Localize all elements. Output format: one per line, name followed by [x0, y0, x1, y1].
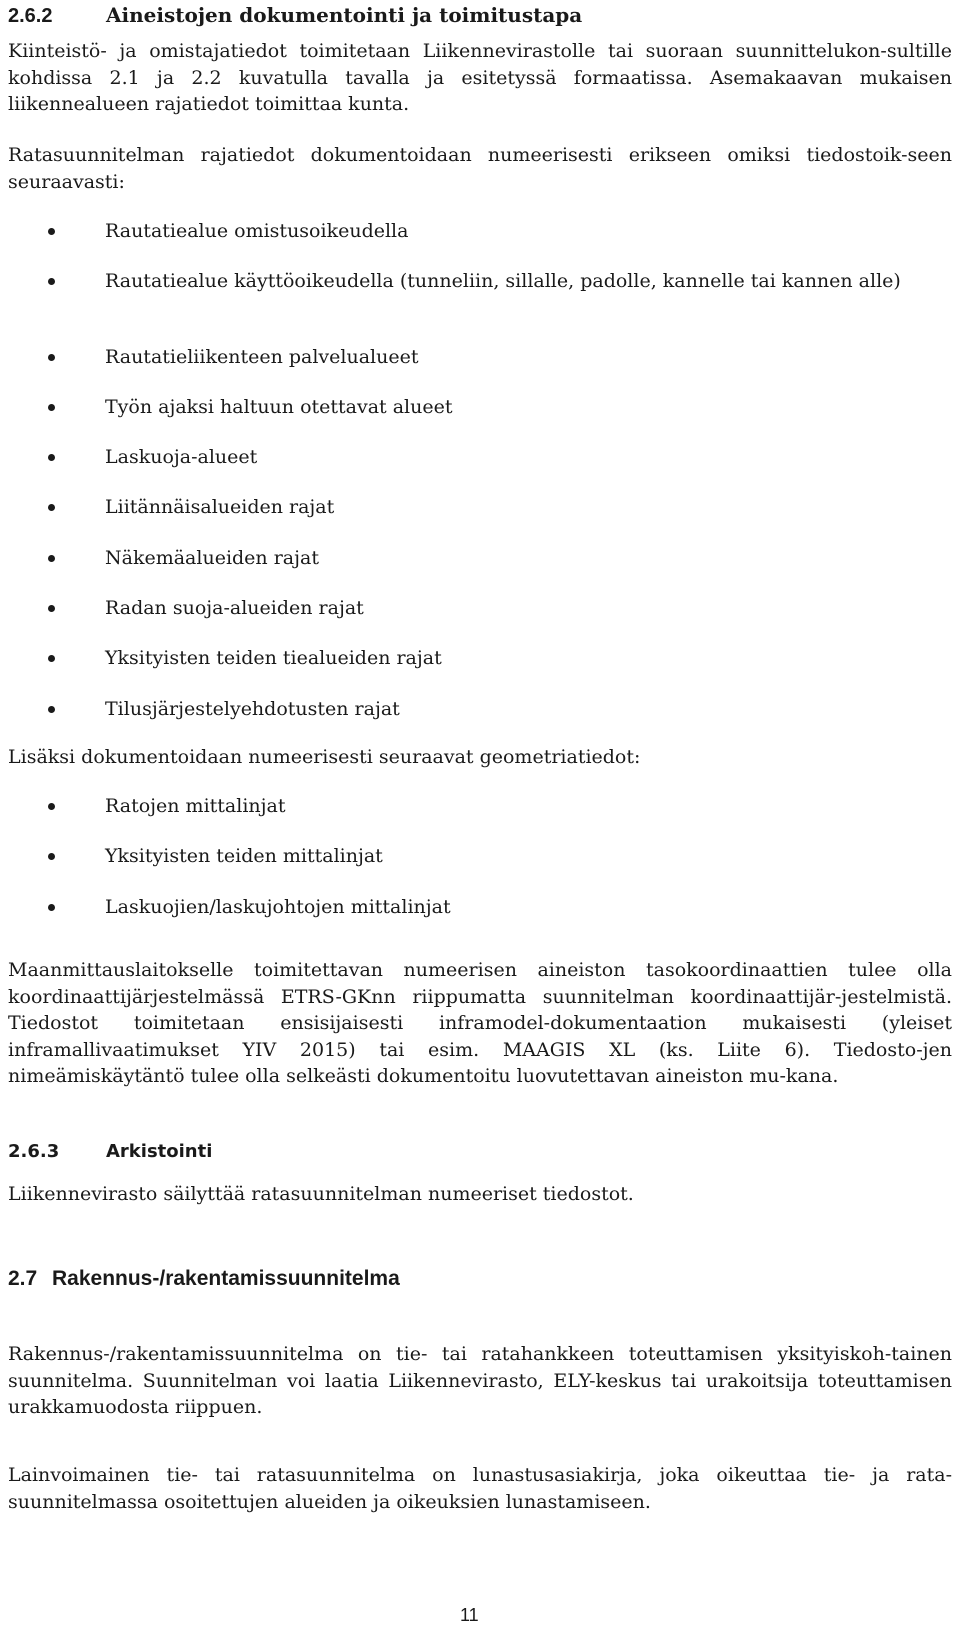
bullet-icon: [48, 454, 55, 461]
list-item: Yksityisten teiden tiealueiden rajat: [8, 645, 952, 671]
section-title: Aineistojen dokumentointi ja toimitustapa: [106, 3, 583, 27]
list-item: Rautatieliikenteen palvelualueet: [8, 344, 952, 370]
bullet-icon: [48, 904, 55, 911]
section-number: 2.7: [8, 1267, 38, 1290]
paragraph-geometry-intro: Lisäksi dokumentoidaan numeerisesti seuraavat geometriatiedot:: [8, 746, 641, 768]
section-heading-2-7: [8, 1266, 400, 1292]
list-item: Yksityisten teiden mittalinjat: [8, 843, 952, 869]
list-item: Ratojen mittalinjat: [8, 793, 952, 819]
list-item: Liitännäisalueiden rajat: [8, 494, 952, 520]
bullet-icon: [48, 354, 55, 361]
section-heading-2-6-3: [8, 1140, 212, 1164]
bullet-icon: [48, 504, 55, 511]
page-number: 11: [460, 1605, 479, 1625]
bullet-icon: [48, 555, 55, 562]
list-item: Rautatiealue käyttöoikeudella (tunneliin, sillalle, padolle, kannelle tai kannen alle): [8, 268, 952, 294]
bullet-icon: [48, 803, 55, 810]
bullet-icon: [48, 655, 55, 662]
bullet-icon: [48, 853, 55, 860]
paragraph-mml: Maanmittauslaitokselle toimitettavan numeerisen aineiston tasokoordinaattien tulee olla koordinaattijärjestelmässä ETRS-GKnn riippumatta suunnitelman koordinaattijär-jestelmistä. Tiedostot toimitetaan ensisijaisesti inframodel-dokumentaation mukaisesti (yleiset inframallivaatimukset YIV 2015) tai esim. MAAGIS XL (ks. Liite 6). Tiedosto-jen nimeämiskäytäntö tulee olla selkeästi dokumentoitu luovutettavan aineiston mu-kana.: [8, 959, 952, 1087]
bullet-icon: [48, 404, 55, 411]
section-heading-2-6-2: [8, 3, 582, 28]
section-title: Arkistointi: [106, 1141, 213, 1162]
list-item: Radan suoja-alueiden rajat: [8, 595, 952, 621]
bullet-icon: [48, 228, 55, 235]
list-item: Rautatiealue omistusoikeudella: [8, 218, 952, 244]
list-item: Näkemäalueiden rajat: [8, 545, 952, 571]
list-item: Työn ajaksi haltuun otettavat alueet: [8, 394, 952, 420]
paragraph-delivery: Kiinteistö- ja omistajatiedot toimitetaan Liikennevirastolle tai suoraan suunnittelukon-sultille kohdissa 2.1 ja 2.2 kuvatulla tavalla ja esitetyssä formaatissa. Asemakaavan mukaisen liikennealueen rajatiedot toimittaa kunta.: [8, 40, 952, 115]
section-number: 2.6.2: [8, 5, 53, 27]
section-number: 2.6.3: [8, 1141, 60, 1162]
paragraph-construction-2: Lainvoimainen tie- tai ratasuunnitelma on lunastusasiakirja, joka oikeuttaa tie- ja rata-suunnitelmassa osoitettujen alueiden ja oikeuksien lunastamiseen.: [8, 1464, 952, 1513]
list-item: Laskuoja-alueet: [8, 444, 952, 470]
section-title: Rakennus-/rakentamissuunnitelma: [52, 1267, 400, 1290]
bullet-icon: [48, 605, 55, 612]
paragraph-construction-1: Rakennus-/rakentamissuunnitelma on tie- tai ratahankkeen toteuttamisen yksityiskoh-tainen suunnitelma. Suunnitelman voi laatia Liikennevirasto, ELY-keskus tai urakoitsija toteuttamisen urakkamuodosta riippuen.: [8, 1343, 952, 1418]
paragraph-boundaries-intro: Ratasuunnitelman rajatiedot dokumentoidaan numeerisesti erikseen omiksi tiedostoik-seen seuraavasti:: [8, 144, 952, 193]
bullet-icon: [48, 278, 55, 285]
paragraph-archive: Liikennevirasto säilyttää ratasuunnitelman numeeriset tiedostot.: [8, 1183, 634, 1205]
list-item: Tilusjärjestelyehdotusten rajat: [8, 696, 952, 722]
bullet-icon: [48, 706, 55, 713]
list-item: Laskuojien/laskujohtojen mittalinjat: [8, 894, 952, 920]
